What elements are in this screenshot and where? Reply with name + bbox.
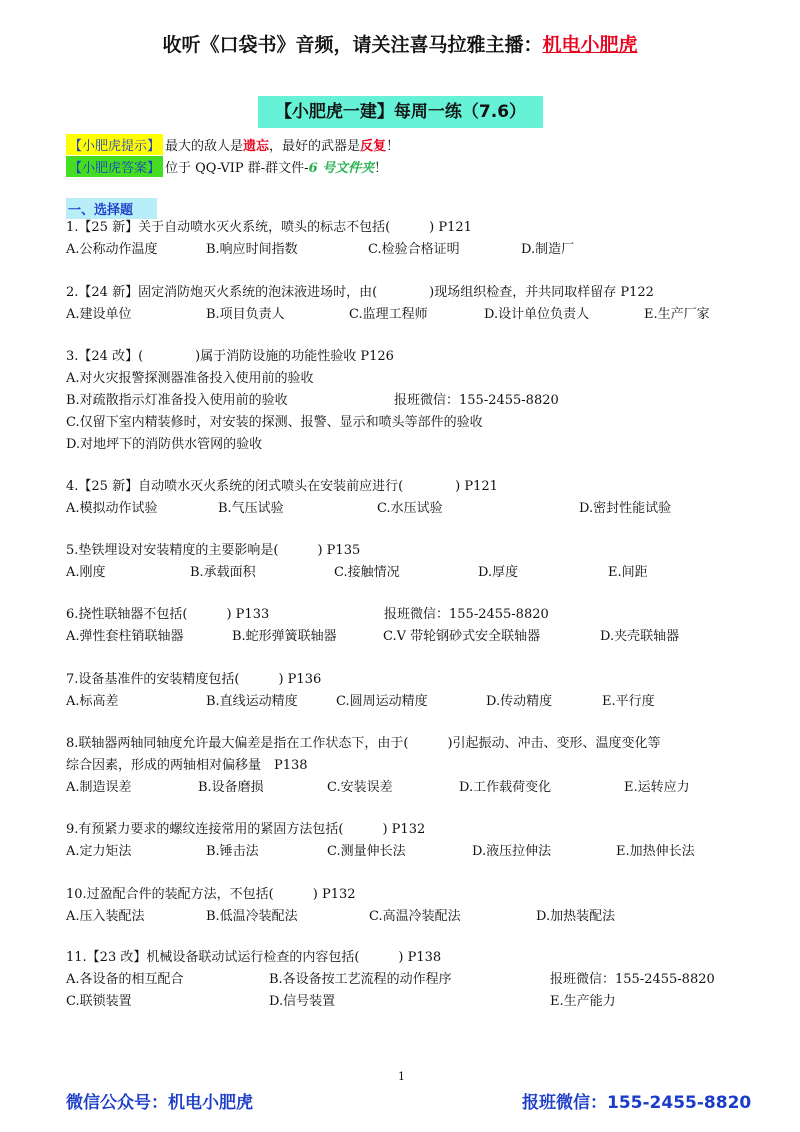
tip-label: 【小肥虎提示】 xyxy=(66,134,163,155)
option-row xyxy=(66,626,756,648)
tip-highlight-1: 遗忘 xyxy=(243,139,270,154)
option-d: D.制造厂 xyxy=(521,242,575,257)
option-d: D.对地坪下的消防供水管网的验收 xyxy=(66,437,263,452)
option-a: A.刚度 xyxy=(66,565,106,580)
banner-accent: 机电小肥虎 xyxy=(542,34,638,56)
question-7 xyxy=(66,669,756,713)
option-a: A.弹性套柱销联轴器 xyxy=(66,629,184,644)
option-a: A.公称动作温度 xyxy=(66,242,158,257)
wechat-inline: 报班微信：155-2455-8820 xyxy=(550,972,715,987)
option-e: E.运转应力 xyxy=(624,780,690,795)
option-a: A.制造误差 xyxy=(66,780,132,795)
question-stem: 5.垫铁埋设对安装精度的主要影响是( ) P135 xyxy=(66,543,361,558)
option-c: C.检验合格证明 xyxy=(368,242,460,257)
option-row xyxy=(66,239,756,261)
option-b-row xyxy=(66,390,756,412)
option-e: E.平行度 xyxy=(602,694,655,709)
question-stem: 1.【25 新】关于自动喷水灭火系统，喷头的标志不包括( ) P121 xyxy=(66,220,472,235)
option-c: C.监理工程师 xyxy=(349,307,428,322)
question-4 xyxy=(66,476,756,520)
option-e: E.间距 xyxy=(608,565,648,580)
question-3 xyxy=(66,346,756,456)
question-stem: 4.【25 新】自动喷水灭火系统的闭式喷头在安装前应进行( ) P121 xyxy=(66,479,498,494)
option-row xyxy=(66,777,756,799)
question-stem: 3.【24 改】( )属于消防设施的功能性验收 P126 xyxy=(66,349,394,364)
question-stem: 10.过盈配合件的装配方法，不包括( ) P132 xyxy=(66,887,356,902)
tip-highlight-2: 反复 xyxy=(360,139,387,154)
tip-text-2: ，最好的武器是 xyxy=(269,139,361,154)
option-d: D.信号装置 xyxy=(269,994,336,1009)
tip-line xyxy=(66,134,399,155)
option-row-1 xyxy=(66,969,756,991)
answer-highlight: 6 号文件夹 xyxy=(308,161,375,176)
section-title: 一、选择题 xyxy=(66,198,157,219)
option-c: C.联锁装置 xyxy=(66,994,132,1009)
wechat-inline: 报班微信：155-2455-8820 xyxy=(384,607,549,622)
question-9 xyxy=(66,819,756,863)
footer-right: 报班微信：155-2455-8820 xyxy=(522,1093,752,1113)
question-stem: 9.有预紧力要求的螺纹连接常用的紧固方法包括( ) P132 xyxy=(66,822,426,837)
answer-text-2: ！ xyxy=(374,161,388,176)
answer-line xyxy=(66,156,387,177)
answer-label: 【小肥虎答案】 xyxy=(66,156,163,177)
option-c: C.V 带轮钢砂式安全联轴器 xyxy=(383,629,541,644)
wechat-inline: 报班微信：155-2455-8820 xyxy=(394,393,559,408)
option-c: C.仅留下室内精装修时，对安装的探测、报警、显示和喷头等部件的验收 xyxy=(66,415,483,430)
option-d: D.夹壳联轴器 xyxy=(600,629,680,644)
option-c: C.接触情况 xyxy=(334,565,400,580)
option-b: B.项目负责人 xyxy=(206,307,285,322)
option-c: C.水压试验 xyxy=(377,501,443,516)
option-b: B.各设备按工艺流程的动作程序 xyxy=(269,972,452,987)
question-stem-row xyxy=(66,604,756,626)
option-b: B.设备磨损 xyxy=(198,780,264,795)
option-row xyxy=(66,691,756,713)
option-a: A.模拟动作试验 xyxy=(66,501,158,516)
option-row xyxy=(66,498,756,520)
option-a: A.对火灾报警探测器准备投入使用前的验收 xyxy=(66,371,314,386)
question-5 xyxy=(66,540,756,584)
option-d: D.加热装配法 xyxy=(536,909,616,924)
option-row xyxy=(66,841,756,863)
option-e: E.加热伸长法 xyxy=(616,844,695,859)
page-title: 【小肥虎一建】每周一练（7.6） xyxy=(258,96,543,128)
tip-text-1: 最大的敌人是 xyxy=(165,139,244,154)
question-6 xyxy=(66,604,756,648)
option-d: D.密封性能试验 xyxy=(579,501,672,516)
option-e: E.生产厂家 xyxy=(644,307,710,322)
question-stem: 6.挠性联轴器不包括( ) P133 xyxy=(66,607,270,622)
question-11 xyxy=(66,947,756,1013)
option-b: B.响应时间指数 xyxy=(206,242,298,257)
page-number: 1 xyxy=(398,1070,405,1083)
question-10 xyxy=(66,884,756,928)
question-1 xyxy=(66,217,756,261)
question-stem: 8.联轴器两轴同轴度允许最大偏差是指在工作状态下，由于( )引起振动、冲击、变形、温度变化等 xyxy=(66,736,661,751)
option-a: A.各设备的相互配合 xyxy=(66,972,184,987)
option-b: B.对疏散指示灯准备投入使用前的验收 xyxy=(66,393,288,408)
option-c: C.圆周运动精度 xyxy=(336,694,428,709)
tip-text-3: ！ xyxy=(386,139,400,154)
answer-text-1: 位于 QQ-VIP 群-群文件- xyxy=(165,161,309,176)
banner-text: 收听《口袋书》音频，请关注喜马拉雅主播： xyxy=(162,34,543,56)
option-a: A.标高差 xyxy=(66,694,119,709)
option-row xyxy=(66,906,756,928)
question-stem-cont: 综合因素，形成的两轴相对偏移量 P138 xyxy=(66,758,308,773)
question-2 xyxy=(66,282,756,326)
question-stem: 11.【23 改】机械设备联动试运行检查的内容包括( ) P138 xyxy=(66,950,442,965)
option-b: B.锤击法 xyxy=(206,844,259,859)
option-c: C.高温冷装配法 xyxy=(369,909,461,924)
top-banner xyxy=(0,30,800,57)
option-b: B.直线运动精度 xyxy=(206,694,298,709)
option-a: A.定力矩法 xyxy=(66,844,132,859)
question-8 xyxy=(66,733,756,799)
question-stem: 2.【24 新】固定消防炮灭火系统的泡沫液进场时，由( )现场组织检查，并共同取样留存 P122 xyxy=(66,285,654,300)
option-d: D.工作载荷变化 xyxy=(459,780,552,795)
option-a: A.建设单位 xyxy=(66,307,132,322)
option-c: C.测量伸长法 xyxy=(327,844,406,859)
option-b: B.低温冷装配法 xyxy=(206,909,298,924)
option-d: D.液压拉伸法 xyxy=(472,844,552,859)
option-d: D.设计单位负责人 xyxy=(484,307,590,322)
option-row-2 xyxy=(66,991,756,1013)
option-b: B.承载面积 xyxy=(190,565,256,580)
option-b: B.气压试验 xyxy=(218,501,284,516)
option-c: C.安装误差 xyxy=(327,780,393,795)
option-a: A.压入装配法 xyxy=(66,909,145,924)
option-d: D.传动精度 xyxy=(486,694,553,709)
option-row xyxy=(66,562,756,584)
option-d: D.厚度 xyxy=(478,565,519,580)
question-stem: 7.设备基准件的安装精度包括( ) P136 xyxy=(66,672,322,687)
option-row xyxy=(66,304,756,326)
option-e: E.生产能力 xyxy=(550,994,616,1009)
option-b: B.蛇形弹簧联轴器 xyxy=(232,629,337,644)
footer-left: 微信公众号：机电小肥虎 xyxy=(66,1093,253,1113)
